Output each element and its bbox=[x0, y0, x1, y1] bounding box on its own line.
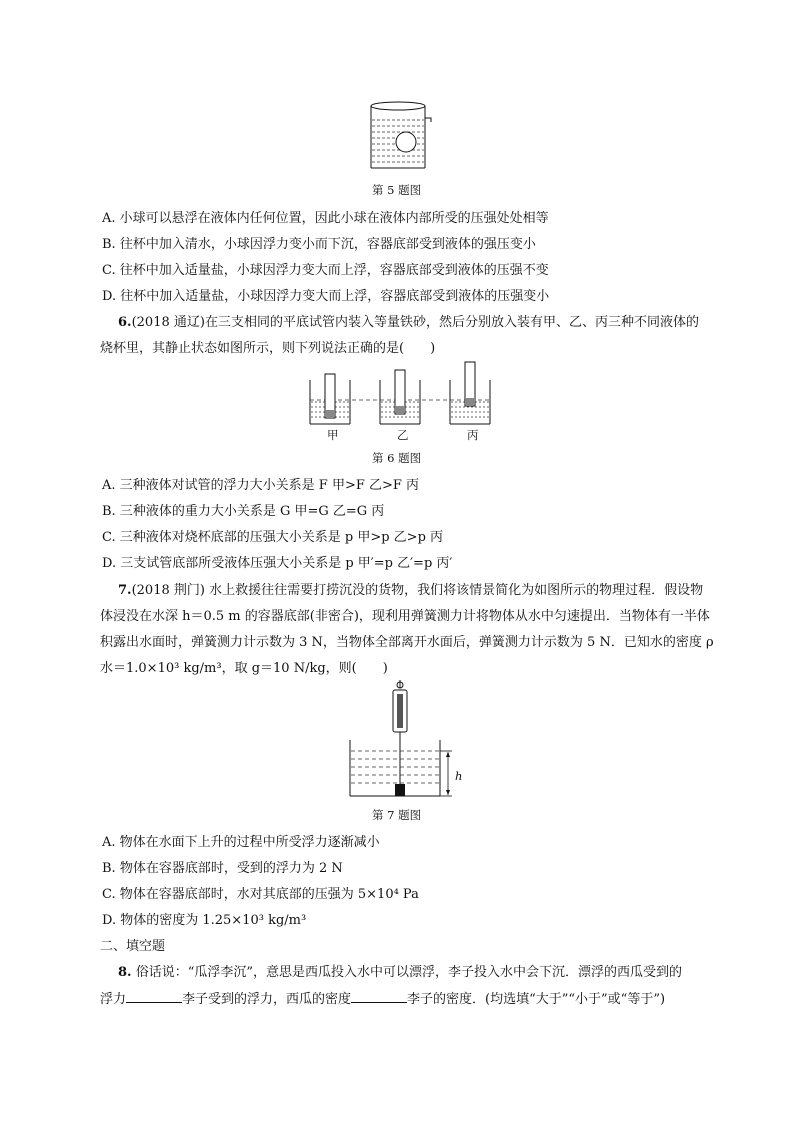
q7-number: 7. bbox=[118, 583, 132, 598]
q8-blank-2[interactable] bbox=[351, 990, 407, 1003]
figure-7-diagram bbox=[340, 680, 463, 805]
figure-6-caption: 第 6 题图 bbox=[372, 451, 422, 465]
q6-option-a: A. 三种液体对试管的浮力大小关系是 F 甲>F 乙>F 丙 bbox=[102, 478, 420, 493]
q6-stem-text-1: (2018 通辽)在三支相同的平底试管内装入等量铁砂，然后分别放入装有甲、乙、丙三种不同液体的 bbox=[131, 315, 699, 330]
q7-stem-text-1: (2018 荆门) 水上救援往往需要打捞沉没的货物，我们将该情景简化为如图所示的物理过程．假设物 bbox=[131, 583, 704, 598]
q8-text-2a: 浮力 bbox=[100, 992, 127, 1007]
q8-text-2b: 李子受到的浮力，西瓜的密度 bbox=[182, 992, 352, 1007]
q7-stem-line-3: 积露出水面时，弹簧测力计示数为 3 N，当物体全部离开水面后，弹簧测力计示数为 5 N．已知水的密度 ρ bbox=[100, 635, 714, 650]
q6-stem-line-2: 烧杯里，其静止状态如图所示，则下列说法正确的是( ) bbox=[100, 341, 436, 356]
q5-option-a: A. 小球可以悬浮在液体内任何位置，因此小球在液体内部所受的压强处处相等 bbox=[102, 211, 549, 226]
q7-stem-line-4: 水＝1.0×10³ kg/m³，取 g＝10 N/kg，则( ) bbox=[100, 661, 388, 676]
q8-text-2c: 李子的密度．(均选填“大于”“小于”或“等于”) bbox=[407, 992, 666, 1007]
figure-7-h-label: h bbox=[455, 769, 463, 783]
q6-number: 6. bbox=[118, 315, 132, 330]
q8-number: 8. bbox=[118, 965, 132, 980]
q5-option-c: C. 往杯中加入适量盐，小球因浮力变大而上浮，容器底部受到液体的压强不变 bbox=[102, 263, 549, 278]
section-heading: 二、填空题 bbox=[100, 939, 166, 954]
q7-option-d: D. 物体的密度为 1.25×10³ kg/m³ bbox=[102, 913, 307, 928]
figure-5-caption: 第 5 题图 bbox=[372, 183, 422, 197]
q7-stem-line-1 bbox=[118, 582, 703, 600]
q6-option-d: D. 三支试管底部所受液体压强大小关系是 p 甲′=p 乙′=p 丙′ bbox=[102, 556, 453, 571]
figure-6-label-jia: 甲 bbox=[327, 428, 339, 442]
figure-6-label-bing: 丙 bbox=[467, 428, 479, 442]
q8-line-1 bbox=[118, 964, 682, 982]
q6-option-b: B. 三种液体的重力大小关系是 G 甲=G 乙=G 丙 bbox=[102, 504, 385, 519]
q7-option-b: B. 物体在容器底部时，受到的浮力为 2 N bbox=[102, 861, 343, 876]
q7-option-c: C. 物体在容器底部时，水对其底部的压强为 5×10⁴ Pa bbox=[102, 887, 419, 902]
figure-5-diagram bbox=[368, 98, 438, 173]
q5-option-d: D. 往杯中加入适量盐，小球因浮力变大而上浮，容器底部受到液体的压强变小 bbox=[102, 289, 550, 304]
q7-option-a: A. 物体在水面下上升的过程中所受浮力逐渐减小 bbox=[102, 835, 380, 850]
q6-option-c: C. 三种液体对烧杯底部的压强大小关系是 p 甲>p 乙>p 丙 bbox=[102, 530, 444, 545]
q8-text-1: 俗话说：“瓜浮李沉”，意思是西瓜投入水中可以漂浮，李子投入水中会下沉．漂浮的西瓜受到的 bbox=[135, 965, 683, 980]
q8-blank-1[interactable] bbox=[126, 990, 182, 1003]
figure-7-caption: 第 7 题图 bbox=[372, 808, 422, 822]
q8-line-2 bbox=[100, 990, 665, 1009]
q6-stem-line-1 bbox=[118, 314, 699, 332]
q5-option-b: B. 往杯中加入清水，小球因浮力变小而下沉，容器底部受到液体的强压变小 bbox=[102, 237, 536, 252]
figure-6-label-yi: 乙 bbox=[397, 428, 409, 442]
q7-stem-line-2: 体浸没在水深 h＝0.5 m 的容器底部(非密合)，现利用弹簧测力计将物体从水中匀速提出．当物体有一半体 bbox=[100, 609, 710, 624]
